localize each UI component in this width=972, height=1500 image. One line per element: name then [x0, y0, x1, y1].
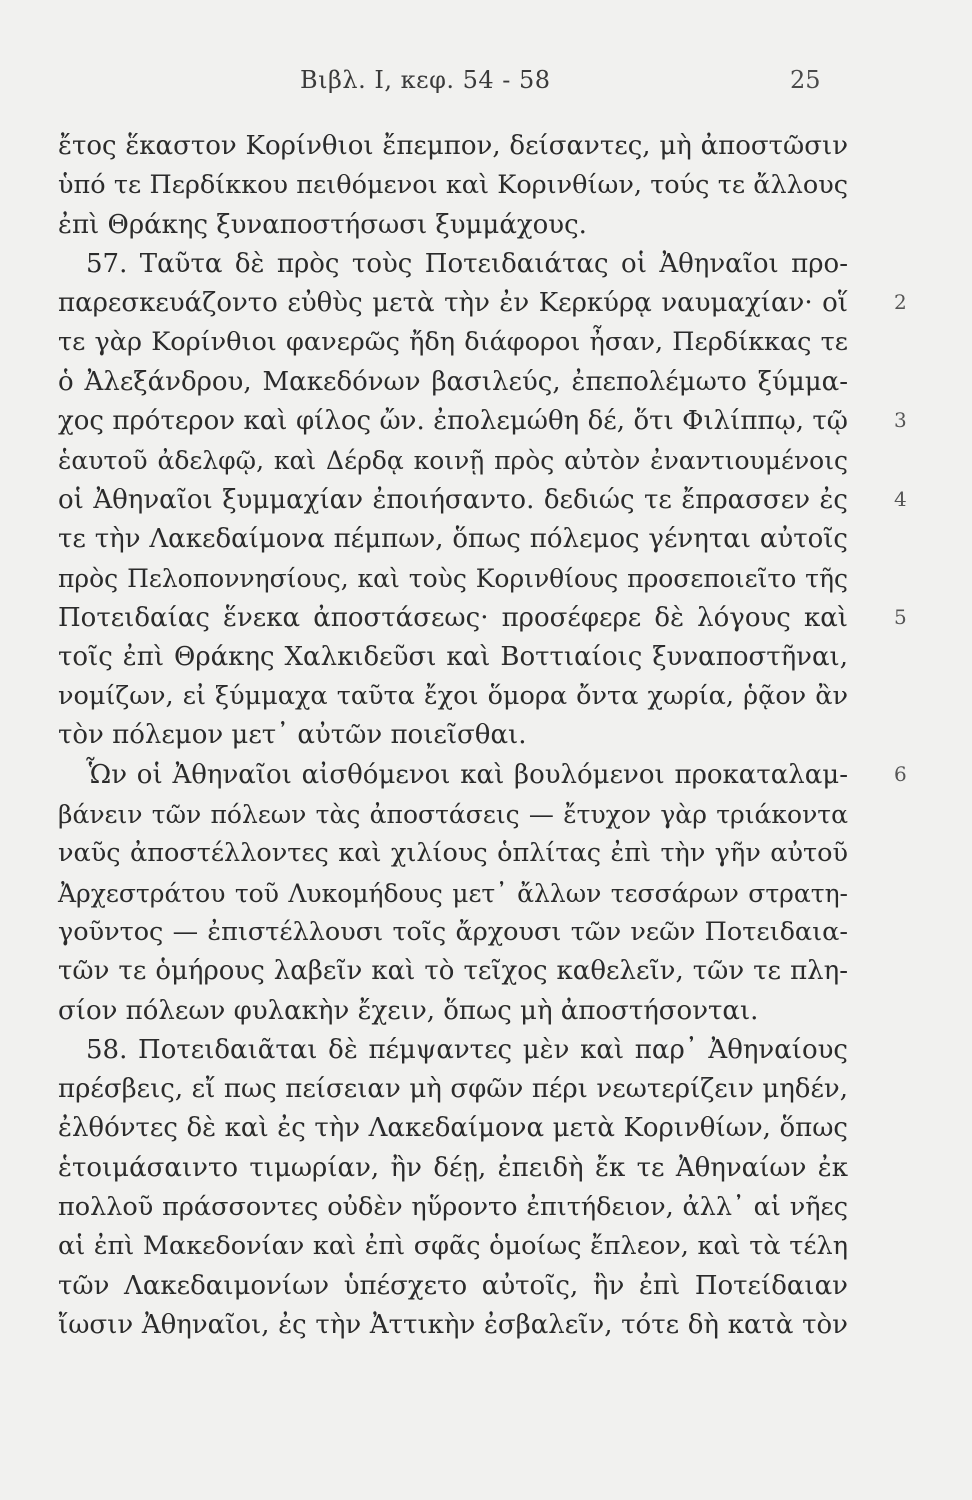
text-line — [58, 1149, 848, 1188]
section-margin-number: 2 — [894, 290, 907, 315]
page-number: 25 — [790, 66, 821, 94]
text-line — [58, 756, 848, 795]
text-line — [58, 834, 848, 873]
text-line-content: ὑπό τε Περδίκκου πειθόμενοι καὶ Κορινθίων, τούς τε ἄλλους — [58, 170, 848, 201]
text-line-content: ἴωσιν Ἀθηναῖοι, ἐς τὴν Ἀττικὴν ἐσβαλεῖν, τότε δὴ κατὰ τὸν — [58, 1309, 848, 1340]
text-line-content: τῶν Λακεδαιμονίων ὑπέσχετο αὐτοῖς, ἢν ἐπὶ Ποτείδαιαν — [58, 1270, 848, 1301]
section-margin-number: 3 — [894, 408, 907, 433]
text-line-content: ἔτος ἕκαστον Κορίνθιοι ἔπεμπον, δείσαντες, μὴ ἀποστῶσιν — [58, 131, 848, 161]
text-line-content: Ποτειδαίας ἕνεκα ἀποστάσεως· προσέφερε δὲ λόγους καὶ — [58, 602, 848, 633]
text-line — [58, 1227, 848, 1266]
text-line — [58, 481, 848, 520]
text-line-content: τὸν πόλεμον μετ᾽ αὐτῶν ποιεῖσθαι. — [58, 720, 527, 751]
text-line — [58, 638, 848, 677]
text-line-content: τοῖς ἐπὶ Θράκης Χαλκιδεῦσι καὶ Βοττιαίοις ξυναποστῆναι, — [58, 641, 848, 672]
text-line-content: βάνειν τῶν πόλεων τὰς ἀποστάσεις — ἔτυχον γὰρ τριάκοντα — [58, 800, 848, 830]
section-margin-number: 4 — [894, 486, 907, 511]
text-line-content: πρέσβεις, εἴ πως πείσειαν μὴ σφῶν πέρι νεωτερίζειν μηδέν, — [58, 1074, 848, 1105]
text-line-content: νομίζων, εἰ ξύμμαχα ταῦτα ἔχοι ὅμορα ὄντα χωρία, ῥᾷον ἂν — [58, 681, 848, 712]
text-line — [58, 992, 848, 1031]
section-margin-number: 6 — [894, 761, 907, 786]
text-line — [58, 363, 848, 402]
text-line — [58, 441, 848, 480]
text-line — [58, 206, 848, 245]
header-title: Βιβλ. Ι, κεφ. 54 - 58 — [300, 66, 551, 94]
text-line — [58, 520, 848, 559]
text-line-content: ὁ Ἀλεξάνδρου, Μακεδόνων βασιλεύς, ἐπεπολέμωτο ξύμμα- — [58, 366, 848, 397]
text-line — [58, 1306, 848, 1345]
text-line-content: παρεσκευάζοντο εὐθὺς μετὰ τὴν ἐν Κερκύρᾳ ναυμαχίαν· οἵ — [58, 288, 848, 319]
text-line-content: Ἀρχεστράτου τοῦ Λυκομήδους μετ᾽ ἄλλων τεσσάρων στρατη- — [58, 878, 848, 908]
text-line — [58, 166, 848, 205]
section-margin-number: 5 — [894, 604, 907, 629]
text-line — [58, 952, 848, 991]
text-line — [58, 716, 848, 755]
text-line — [58, 1070, 848, 1109]
text-line — [58, 323, 848, 362]
text-line-content: τε γὰρ Κορίνθιοι φανερῶς ἤδη διάφοροι ἦσαν, Περδίκκας τε — [58, 327, 848, 358]
text-line-content: Ὧν οἱ Ἀθηναῖοι αἰσθόμενοι καὶ βουλόμενοι προκαταλαμ- — [86, 759, 848, 790]
text-line-content: ἑαυτοῦ ἀδελφῷ, καὶ Δέρδᾳ κοινῇ πρὸς αὐτὸν ἐναντιουμένοις — [58, 446, 848, 476]
text-line-content: ἐλθόντες δὲ καὶ ἐς τὴν Λακεδαίμονα μετὰ Κορινθίων, ὅπως — [58, 1113, 848, 1144]
text-line — [58, 874, 848, 913]
text-line — [58, 1267, 848, 1306]
text-line — [58, 913, 848, 952]
running-header — [0, 66, 972, 100]
text-line-content: τε τὴν Λακεδαίμονα πέμπων, ὅπως πόλεμος γένηται αὐτοῖς — [58, 523, 848, 554]
text-line — [58, 599, 848, 638]
text-line-content: 57. Ταῦτα δὲ πρὸς τοὺς Ποτειδαιάτας οἱ Ἀθηναῖοι προ- — [86, 248, 848, 279]
text-line — [58, 795, 848, 834]
text-line — [58, 1109, 848, 1148]
text-line-content: χος πρότερον καὶ φίλος ὤν. ἐπολεμώθη δέ, ὅτι Φιλίππῳ, τῷ — [58, 406, 848, 437]
text-line — [58, 1188, 848, 1227]
text-line-content: οἱ Ἀθηναῖοι ξυμμαχίαν ἐποιήσαντο. δεδιώς τε ἔπρασσεν ἐς — [58, 484, 848, 515]
text-line — [58, 284, 848, 323]
text-line — [58, 1031, 848, 1070]
text-line-content: τῶν τε ὁμήρους λαβεῖν καὶ τὸ τεῖχος καθελεῖν, τῶν τε πλη- — [58, 956, 848, 987]
text-line-content: πρὸς Πελοποννησίους, καὶ τοὺς Κορινθίους προσεποιεῖτο τῆς — [58, 564, 848, 594]
greek-text-body — [58, 127, 907, 1345]
text-line-content: ἑτοιμάσαιντο τιμωρίαν, ἢν δέῃ, ἐπειδὴ ἔκ τε Ἀθηναίων ἐκ — [58, 1152, 848, 1183]
text-line-content: 58. Ποτειδαιᾶται δὲ πέμψαντες μὲν καὶ παρ᾽ Ἀθηναίους — [86, 1034, 848, 1065]
text-line-content: ναῦς ἀποστέλλοντες καὶ χιλίους ὁπλίτας ἐπὶ τὴν γῆν αὐτοῦ — [58, 838, 848, 869]
text-line — [58, 677, 848, 716]
text-line — [58, 559, 848, 598]
text-line-content: αἱ ἐπὶ Μακεδονίαν καὶ ἐπὶ σφᾶς ὁμοίως ἔπλεον, καὶ τὰ τέλη — [58, 1231, 848, 1262]
text-line-content: γοῦντος — ἐπιστέλλουσι τοῖς ἄρχουσι τῶν νεῶν Ποτειδαια- — [58, 916, 848, 947]
text-line — [58, 245, 848, 284]
text-line-content: ἐπὶ Θράκης ξυναποστήσωσι ξυμμάχους. — [58, 209, 587, 240]
text-line-content: σίον πόλεων φυλακὴν ἔχειν, ὅπως μὴ ἀποστήσονται. — [58, 995, 759, 1026]
text-line — [58, 127, 848, 166]
text-line-content: πολλοῦ πράσσοντες οὐδὲν ηὕροντο ἐπιτήδειον, ἀλλ᾽ αἱ νῆες — [58, 1192, 848, 1223]
text-line — [58, 402, 848, 441]
